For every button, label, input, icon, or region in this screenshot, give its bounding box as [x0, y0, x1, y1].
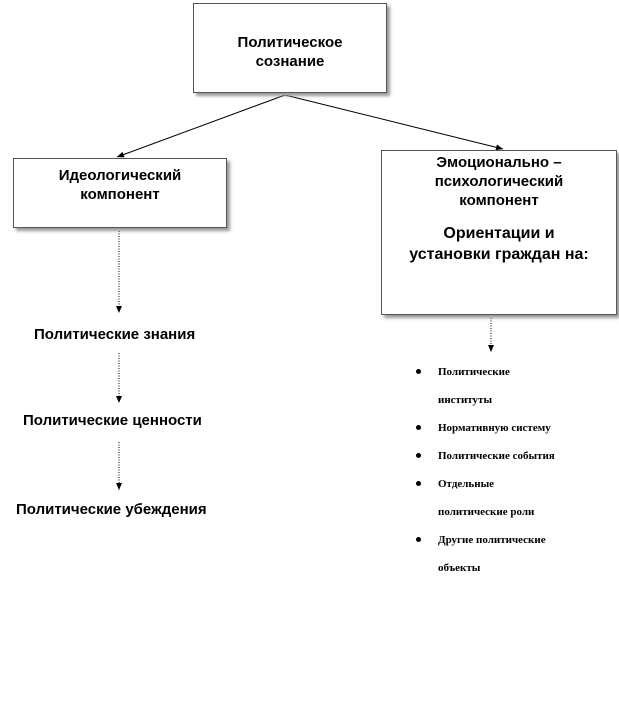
- list-item-line: Политические: [438, 366, 510, 378]
- node-subtitle-line: установки граждан на:: [409, 246, 589, 263]
- node-title-line: сознание: [255, 53, 325, 70]
- arrow-root-to-left: [117, 95, 285, 157]
- list-item-line: Политические события: [438, 450, 555, 462]
- bullet-icon: [416, 481, 421, 486]
- list-item-line: объекты: [438, 562, 481, 574]
- bullet-icon: [416, 537, 421, 542]
- list-item-line: институты: [438, 394, 493, 406]
- list-item-line: Другие политические: [438, 534, 546, 546]
- bullet-icon: [416, 369, 421, 374]
- node-subtitle-line: Ориентации и: [443, 225, 555, 242]
- node-title-line: компонент: [459, 192, 539, 209]
- bullet-icon: [416, 453, 421, 458]
- list-item: [414, 442, 619, 470]
- political-knowledge-label: Политические знания: [34, 326, 196, 343]
- arrow-root-to-right: [285, 95, 503, 149]
- list-item-line: Нормативную систему: [438, 422, 551, 434]
- emotional-psychological-component-node: [381, 150, 617, 315]
- list-item-line: Отдельные: [438, 478, 495, 490]
- bullet-icon: [416, 425, 421, 430]
- node-title-line: Эмоционально –: [436, 154, 562, 171]
- spacer: [382, 210, 616, 223]
- political-beliefs-label: Политические убеждения: [16, 501, 207, 518]
- political-consciousness-node: [193, 3, 387, 93]
- ideological-component-node: [13, 158, 227, 228]
- node-title-line: психологический: [434, 173, 564, 190]
- list-item: [414, 358, 619, 414]
- node-title-line: Политическое: [237, 34, 343, 51]
- list-item: [414, 470, 619, 526]
- list-item: [414, 414, 619, 442]
- list-item: [414, 526, 619, 582]
- orientations-list: [414, 358, 619, 582]
- node-title-line: Идеологический: [58, 167, 182, 184]
- list-item-line: политические роли: [438, 506, 535, 518]
- node-title-line: компонент: [80, 186, 160, 203]
- political-values-label: Политические ценности: [23, 412, 202, 429]
